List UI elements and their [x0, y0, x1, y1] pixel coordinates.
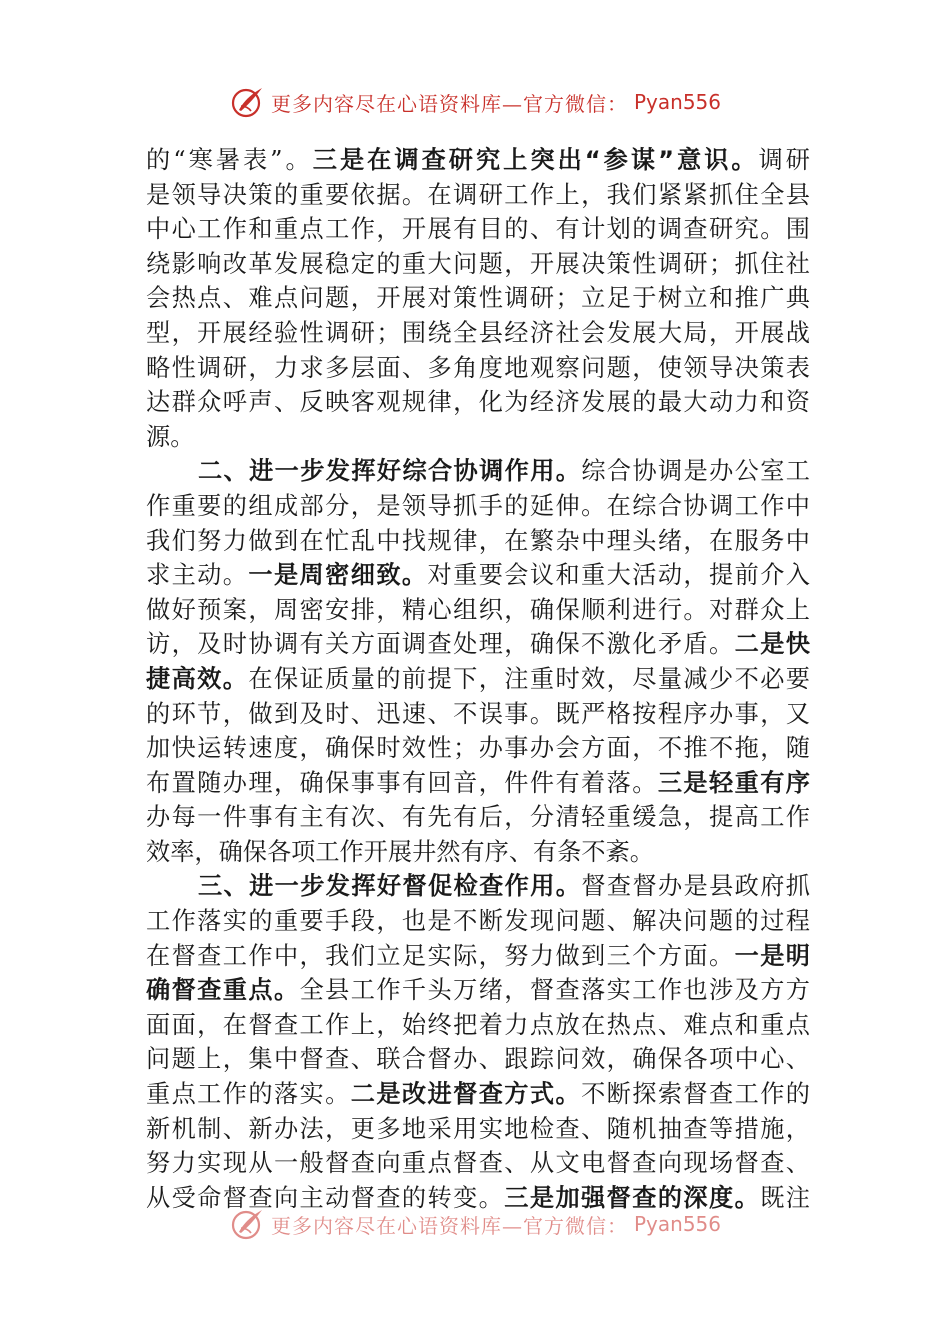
- text-run: 我们努力做到在忙乱中找规律，在繁杂中理头绪，在服务中: [146, 526, 810, 555]
- document-body: [146, 143, 810, 1215]
- text-run: 效率，确保各项工作开展井然有序、有条不紊。: [146, 837, 654, 866]
- text-run: 调研: [758, 146, 810, 174]
- text-run: 对重要会议和重大活动，提前介入: [427, 561, 810, 590]
- watermark-text: 更多内容尽在心语资料库—官方微信：: [270, 91, 628, 116]
- text-line: [146, 1077, 810, 1112]
- text-line: [146, 1146, 810, 1181]
- text-run: 是领导决策的重要依据。在调研工作上，我们紧紧抓住全县: [146, 180, 810, 209]
- text-run: 新机制、新办法，更多地采用实地检查、随机抽查等措施，: [146, 1114, 810, 1143]
- text-run: 面面，在督查工作上，始终把着力点放在热点、难点和重点: [146, 1010, 810, 1039]
- bold-phrase: 三是在调查研究上突出“参谋”意识。: [312, 146, 759, 174]
- text-run: 综合协调是办公室工: [581, 457, 810, 486]
- text-run: 重点工作的落实。: [146, 1080, 351, 1109]
- text-run: 求主动。: [146, 561, 249, 590]
- text-line: [146, 835, 810, 870]
- watermark-banner-top: [0, 82, 950, 122]
- text-line: [146, 454, 810, 489]
- text-line: [146, 904, 810, 939]
- bold-phrase: 捷高效。: [146, 664, 249, 693]
- text-run: 在督查工作中，我们立足实际，努力做到三个方面。: [146, 941, 735, 970]
- text-line: [146, 973, 810, 1008]
- bold-phrase: 二是快: [734, 630, 810, 659]
- bold-phrase: 二、进一步发挥好综合协调作用。: [198, 457, 582, 486]
- text-line: [146, 869, 810, 904]
- text-run: 达群众呼声、反映客观规律，化为经济发展的最大动力和资: [146, 388, 810, 417]
- text-line: [146, 247, 810, 282]
- bold-phrase: 三是加强督查的深度。: [504, 1183, 761, 1212]
- text-line: [146, 281, 810, 316]
- text-line: [146, 593, 810, 628]
- text-line: [146, 627, 810, 662]
- text-run: 工作落实的重要手段，也是不断发现问题、解决问题的过程: [146, 907, 810, 936]
- text-run: 布置随办理，确保事事有回音，件件有着落。: [146, 768, 658, 797]
- watermark-wechat-id: Pyan556: [633, 1212, 721, 1236]
- text-line: [146, 524, 810, 559]
- text-run: 督查督办是县政府抓: [581, 872, 810, 901]
- text-line: [146, 1008, 810, 1043]
- text-line: [146, 178, 810, 213]
- bold-phrase: 一是周密细致。: [248, 561, 428, 590]
- text-run: 会热点、难点问题，开展对策性调研；立足于树立和推广典: [146, 284, 810, 313]
- quill-logo-icon: [229, 1206, 265, 1242]
- bold-phrase: 确督查重点。: [146, 976, 300, 1005]
- text-run: 的环节，做到及时、迅速、不误事。既严格按程序办事，又: [146, 699, 810, 728]
- text-run: 中心工作和重点工作，开展有目的、有计划的调查研究。围: [146, 215, 810, 244]
- text-run: 既注: [760, 1183, 810, 1212]
- text-run: 努力实现从一般督查向重点督查、从文电督查向现场督查、: [146, 1149, 810, 1178]
- text-line: [146, 316, 810, 351]
- text-run: 访，及时协调有关方面调查处理，确保不激化矛盾。: [146, 630, 735, 659]
- text-line: [146, 766, 810, 801]
- text-run: 在保证质量的前提下，注重时效，尽量减少不必要: [248, 664, 810, 693]
- text-line: [146, 212, 810, 247]
- bold-phrase: 三、进一步发挥好督促检查作用。: [198, 872, 582, 901]
- bold-phrase: 二是改进督查方式。: [350, 1080, 582, 1109]
- text-run: 绕影响改革发展稳定的重大问题，开展决策性调研；抓住社: [146, 249, 810, 278]
- text-run: 办每一件事有主有次、有先有后，分清轻重缓急，提高工作: [146, 803, 810, 832]
- text-run: 全县工作千头万绪，督查落实工作也涉及方方: [299, 976, 810, 1005]
- text-line: [146, 1042, 810, 1077]
- watermark-banner-bottom: [0, 1204, 950, 1244]
- text-line: [146, 731, 810, 766]
- text-line: [146, 662, 810, 697]
- quill-logo-icon: [229, 84, 265, 120]
- text-line: [146, 351, 810, 386]
- text-run: 源。: [146, 422, 195, 451]
- text-run: 作重要的组成部分，是领导抓手的延伸。在综合协调工作中: [146, 491, 810, 520]
- bold-phrase: 三是轻重有序: [657, 768, 810, 797]
- watermark-wechat-id: Pyan556: [633, 90, 721, 114]
- text-run: 的“寒暑表”。: [146, 146, 313, 174]
- text-line: [146, 558, 810, 593]
- text-line: [146, 939, 810, 974]
- text-run: 从受命督查向主动督查的转变。: [146, 1183, 505, 1212]
- text-run: 做好预案，周密安排，精心组织，确保顺利进行。对群众上: [146, 595, 810, 624]
- text-line: [146, 420, 810, 455]
- text-line: [146, 489, 810, 524]
- text-line: [146, 800, 810, 835]
- watermark-text: 更多内容尽在心语资料库—官方微信：: [270, 1213, 628, 1238]
- text-run: 略性调研，力求多层面、多角度地观察问题，使领导决策表: [146, 353, 810, 382]
- text-run: 问题上，集中督查、联合督办、跟踪问效，确保各项中心、: [146, 1045, 810, 1074]
- bold-phrase: 一是明: [734, 941, 810, 970]
- text-run: 不断探索督查工作的: [581, 1080, 810, 1109]
- text-line: [146, 697, 810, 732]
- text-line: [146, 385, 810, 420]
- text-line: [146, 1112, 810, 1147]
- text-run: 加快运转速度，确保时效性；办事办会方面，不推不拖，随: [146, 734, 810, 763]
- text-line: [146, 143, 810, 178]
- text-run: 型，开展经验性调研；围绕全县经济社会发展大局，开展战: [146, 318, 810, 347]
